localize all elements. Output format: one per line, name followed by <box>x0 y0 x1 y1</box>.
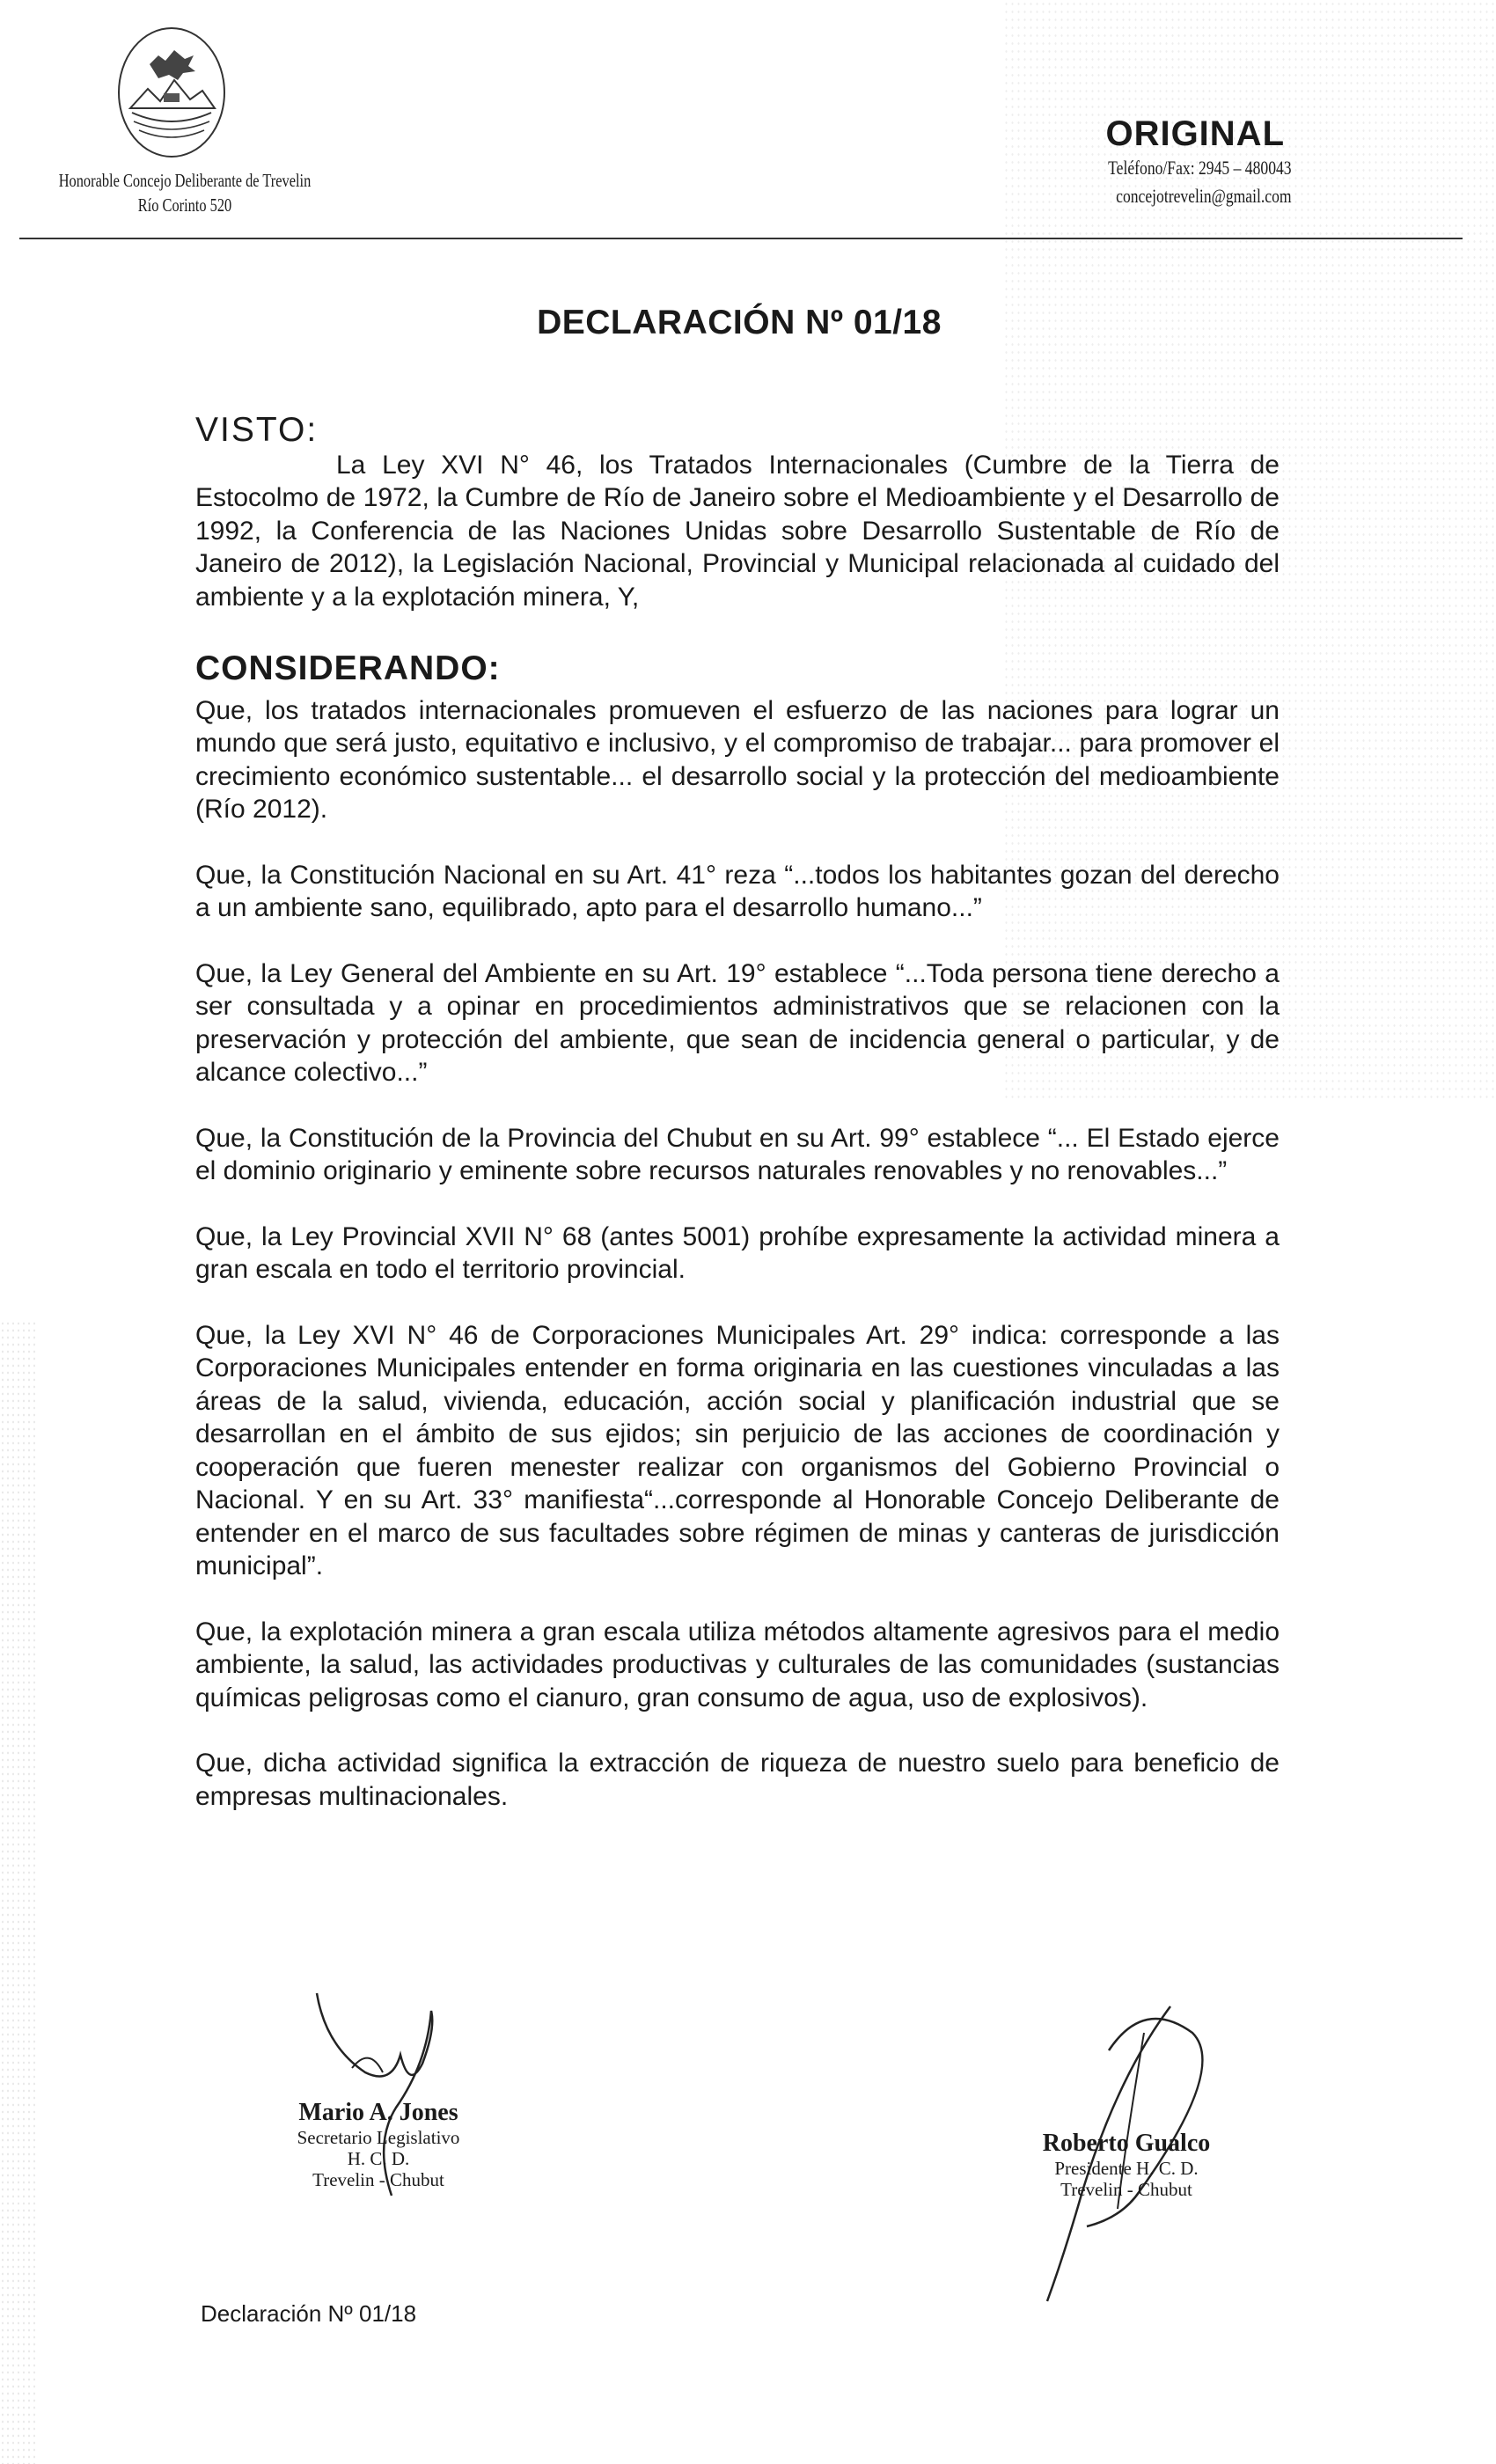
institution-address: Río Corinto 520 <box>137 194 232 216</box>
signatory-role: Presidente H. C. D. <box>1054 2158 1199 2179</box>
considerando-paragraph: Que, la Ley XVI N° 46 de Corporaciones Municipales Art. 29° indica: corresponde a las Corporaciones Municipales entender en forma originaria en las cuestiones vinculadas a las áreas de la salud, vivienda, educación, acción social y planificación industrial que se desarrollan en el ámbito de sus ejidos; sin perjuicio de las acciones de coordinación y cooperación que fueren menester realizar con organismos del Gobierno Provincial o Nacional. Y en su Art. 33° manifiesta“...corresponde al Honorable Concejo Deliberante de entender en el marco de sus facultades sobre régimen de minas y canteras de jurisdicción municipal”. <box>195 1320 1280 1580</box>
considerando-heading: CONSIDERANDO: <box>195 649 501 687</box>
considerando-paragraph: Que, la Ley General del Ambiente en su Art. 19° establece “...Toda persona tiene derecho a ser consultada y a opinar en procedimientos administrativos que se relacionen con la preservación y protección del ambiente, que sean de incidencia general o particular, y de alcance colectivo...” <box>195 958 1280 1087</box>
signatory-body: H. C. D. <box>347 2148 410 2169</box>
considerando-paragraph: Que, los tratados internacionales promueven el esfuerzo de las naciones para lograr un mundo que será justo, equitativo e inclusivo, y el compromiso de trabajar... para promover el crecimiento económico sustentable... el desarrollo social y la protección del medioambiente (Río 2012). <box>195 695 1280 824</box>
letterhead-right <box>1062 114 1292 210</box>
email-address: concejotrevelin@gmail.com <box>1116 185 1292 207</box>
signatory-name: Mario A. Jones <box>298 2099 458 2126</box>
signatory-name: Roberto Gualco <box>1042 2130 1211 2157</box>
signatory-place: Trevelin - Chubut <box>312 2169 444 2190</box>
original-stamp: ORIGINAL <box>1105 114 1285 153</box>
institution-name: Honorable Concejo Deliberante de Trevelin <box>58 170 312 191</box>
visto-text: La Ley XVI N° 46, los Tratados Internacionales (Cumbre de la Tierra de Estocolmo de 1972, la Cumbre de Río de Janeiro sobre el Medioambiente y el Desarrollo de 1992, la Conferencia de las Naciones Unidas sobre Desarrollo Sustentable de Río de Janeiro de 2012), la Legislación Nacional, Provincial y Municipal relacionada al cuidado del ambiente y a la explotación minera, Y, <box>195 450 1280 612</box>
considerando-paragraph: Que, la explotación minera a gran escala utiliza métodos altamente agresivos para el medio ambiente, la salud, las actividades productivas y culturales de las comunidades (sustancias químicas peligrosas como el cianuro, gran consumo de agua, uso de explosivos). <box>195 1617 1280 1712</box>
document-body <box>195 411 1280 1845</box>
footer-reference: Declaración Nº 01/18 <box>201 2300 417 2327</box>
considerando-paragraph: Que, la Constitución de la Provincia del Chubut en su Art. 99° establece “... El Estado ejerce el dominio originario y eminente sobre recursos naturales renovables y no renovables...” <box>195 1123 1280 1185</box>
considerando-paragraph: Que, la Ley Provincial XVII N° 68 (antes 5001) prohíbe expresamente la actividad minera a gran escala en todo el territorio provincial. <box>195 1221 1280 1284</box>
signature-secretary <box>264 2099 493 2190</box>
visto-heading: VISTO: <box>195 411 319 449</box>
considerando-section <box>195 649 1280 1813</box>
signatory-role: Secretario Legislativo <box>297 2127 460 2148</box>
visto-section <box>195 411 1280 613</box>
letterhead-left <box>18 25 352 217</box>
signature-president <box>994 2130 1258 2200</box>
signatory-place: Trevelin - Chubut <box>1060 2179 1192 2200</box>
document-title: DECLARACIÓN Nº 01/18 <box>537 304 942 341</box>
phone-number: Teléfono/Fax: 2945 – 480043 <box>1108 157 1292 179</box>
header-divider <box>19 238 1463 239</box>
coat-of-arms-icon <box>114 25 229 161</box>
scan-noise-left <box>0 1320 35 2464</box>
considerando-paragraph: Que, la Constitución Nacional en su Art. 41° reza “...todos los habitantes gozan del derecho a un ambiente sano, equilibrado, apto para el desarrollo humano...” <box>195 860 1280 922</box>
considerando-paragraph: Que, dicha actividad significa la extracción de riqueza de nuestro suelo para beneficio de empresas multinacionales. <box>195 1749 1280 1811</box>
